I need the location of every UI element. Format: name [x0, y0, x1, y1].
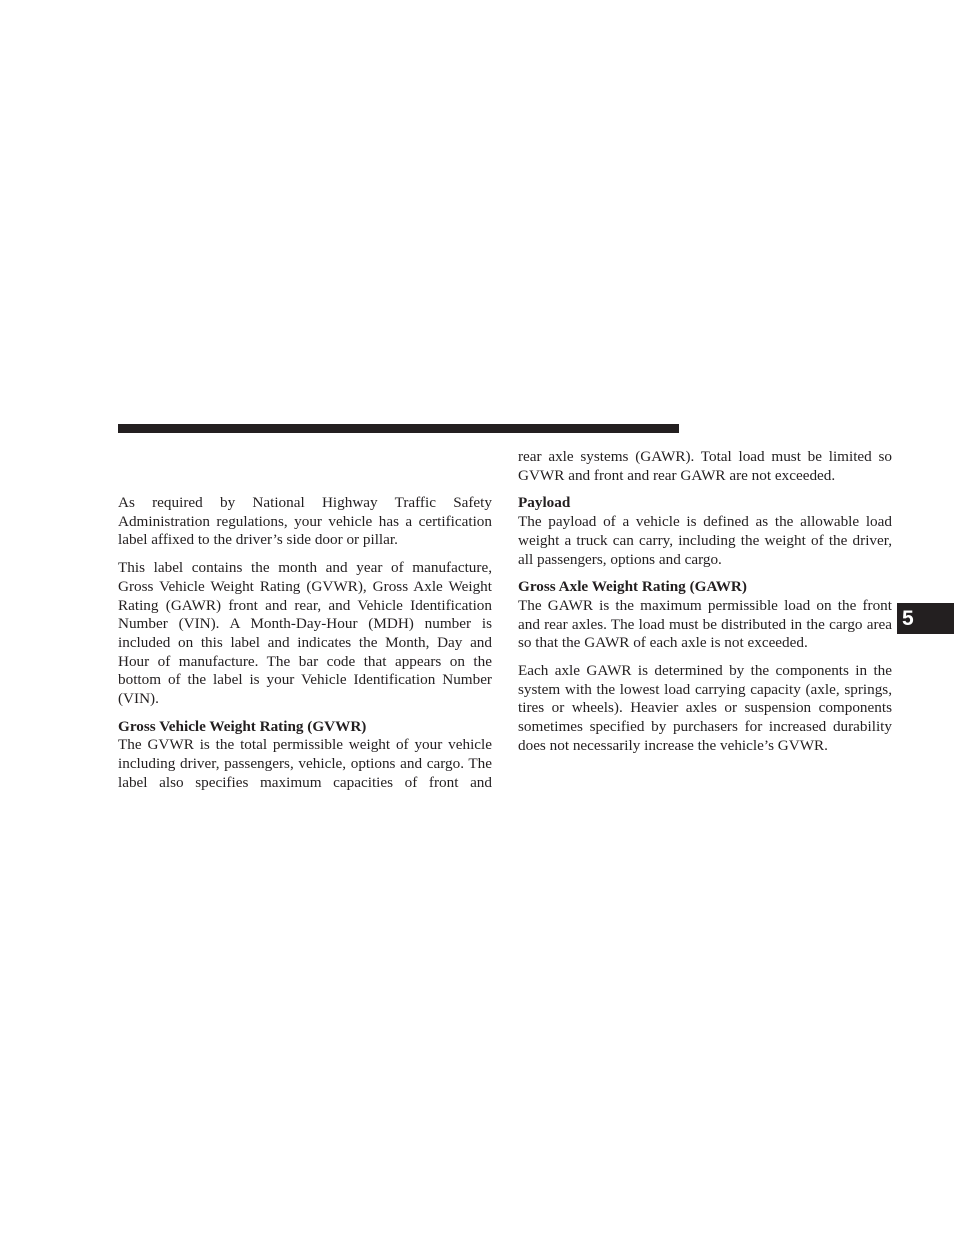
gvwr-heading: Gross Vehicle Weight Rating (GVWR)	[118, 717, 367, 735]
gawr-components-paragraph: Each axle GAWR is determined by the components in the system with the lowest load carrying capacity (axle, springs, tires or wheels). Heavier axles or suspension components sometimes specified by purchasers for increased durability does not necessarily increase the vehicle’s GVWR.	[518, 662, 892, 754]
gvwr-continuation-paragraph: rear axle systems (GAWR). Total load must be limited so GVWR and front and rear GAWR are not exceeded.	[518, 448, 892, 484]
left-column	[118, 494, 492, 802]
gawr-paragraph: The GAWR is the maximum permissible load on the front and rear axles. The load must be distributed in the cargo area so that the GAWR of each axle is not exceeded.	[518, 596, 892, 652]
chapter-tab	[897, 603, 954, 634]
chapter-number: 5	[902, 607, 914, 630]
payload-paragraph: The payload of a vehicle is defined as the allowable load weight a truck can carry, including the weight of the driver, all passengers, options and cargo.	[518, 513, 892, 568]
payload-heading: Payload	[518, 494, 571, 512]
certification-intro-paragraph: As required by National Highway Traffic Safety Administration regulations, your vehicle has a certification label affixed to the driver’s side door or pillar.	[118, 494, 492, 549]
label-contents-paragraph: This label contains the month and year of manufacture, Gross Vehicle Weight Rating (GVWR), Gross Axle Weight Rating (GAWR) front and rear, and Vehicle Identification Number (VIN). A Month-Day-Hour (MDH) number is included on this label and indicates the Month, Day and Hour of manufacture. The bar code that appears on the bottom of the label is your Vehicle Identification Number (VIN).	[118, 559, 492, 708]
right-column	[518, 448, 892, 765]
section-divider-rule	[118, 424, 679, 433]
gvwr-paragraph: The GVWR is the total permissible weight of your vehicle including driver, passengers, vehicle, options and cargo. The label also specifies maximum capacities of front and	[118, 736, 492, 791]
gawr-heading: Gross Axle Weight Rating (GAWR)	[518, 578, 747, 596]
